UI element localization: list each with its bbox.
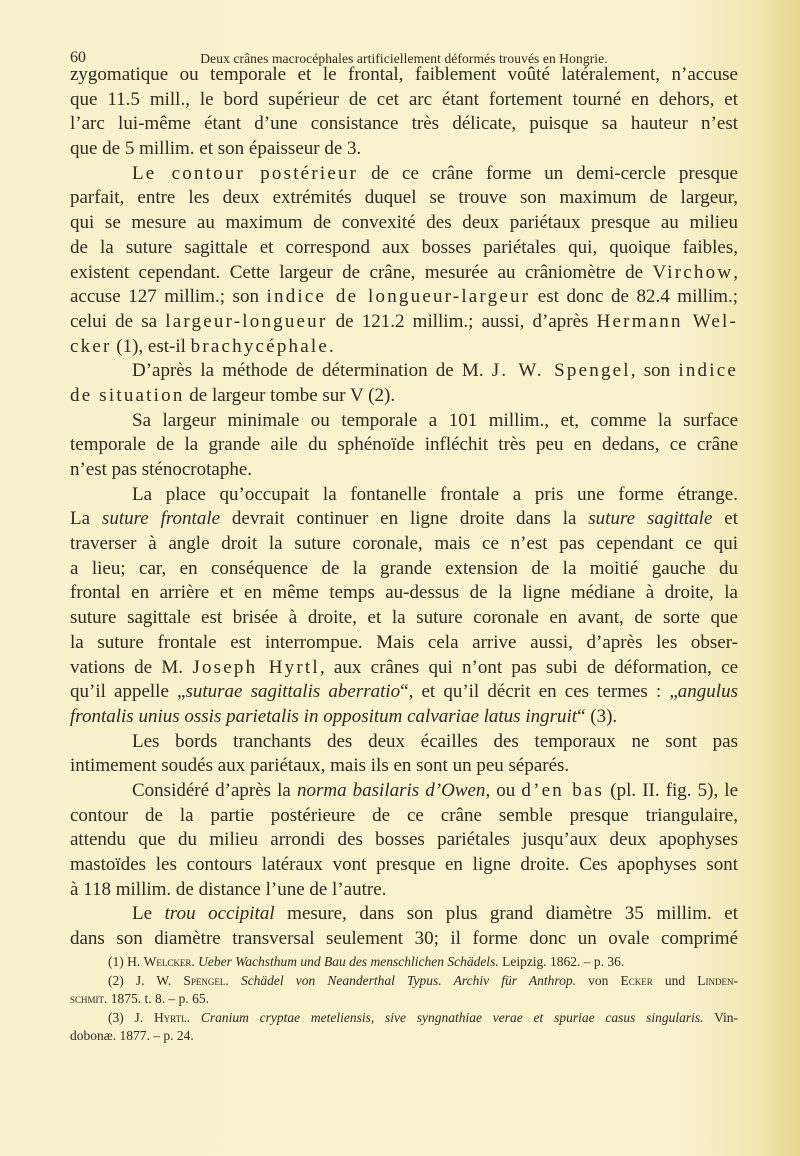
body-text	[70, 63, 738, 952]
small-caps-text: Spengel	[183, 972, 226, 988]
text-run: vations de M.	[70, 656, 193, 678]
body-paragraph	[70, 779, 738, 902]
body-paragraph	[70, 63, 738, 162]
text-run: frontal en arrière et en même temps au-dessus de la ligne médiane à droite, la	[70, 582, 738, 604]
body-line	[70, 433, 738, 458]
text-run: La place qu’occupait la fontanelle frontale a pris une forme étrange.	[132, 483, 738, 505]
spaced-text: Virchow	[652, 261, 734, 283]
body-line	[70, 927, 738, 952]
body-line	[70, 211, 738, 236]
text-run: l’arc lui-même étant d’une consistance très délicate, puisque sa hauteur n’est	[70, 113, 738, 135]
body-line	[70, 137, 738, 162]
footnote-line	[70, 1009, 738, 1028]
text-run: mastoïdes les contours latéraux vont presque en ligne droite. Ces apophyses sont	[70, 854, 738, 875]
text-run: la suture frontale est interrompue. Mais cela arrive aussi, d’après les obser-	[70, 631, 738, 653]
text-run: mesure, dans son plus grand diamètre 35 millim. et	[274, 903, 739, 925]
body-line	[70, 680, 738, 705]
footnote-line	[70, 972, 738, 991]
text-run: traverser à angle droit la suture coronale, mais ce n’est pas cependant ce qui	[70, 533, 738, 555]
spaced-text: cker	[70, 335, 112, 357]
footnote-line	[70, 1027, 738, 1046]
body-line	[70, 384, 738, 409]
body-line	[70, 162, 738, 187]
text-run: de la suture sagittale et correspond aux bosses pariétales qui, quoique faibles,	[70, 236, 738, 258]
text-run: (1) H.	[108, 954, 144, 969]
italic-text: suture frontale	[101, 508, 221, 530]
body-line	[70, 656, 738, 681]
body-line	[70, 853, 738, 878]
body-line	[70, 557, 738, 582]
text-run: de ce crâne forme un demi-cercle presque	[358, 162, 738, 184]
body-line	[70, 236, 738, 261]
footnote-paragraph	[70, 953, 738, 972]
spaced-text: largeur-longueur	[165, 310, 328, 332]
text-run: , aux crânes qui n’ont pas subi de déformation, ce	[319, 656, 738, 678]
page-number: 60	[70, 49, 86, 66]
text-run: n’est pas sténocrotaphe.	[70, 459, 253, 480]
body-line	[70, 581, 738, 606]
italic-text: Ueber Wachsthum und Bau des menschlichen Schädels.	[198, 954, 499, 969]
text-run: , son	[630, 360, 679, 382]
text-run: qu’il appelle „	[70, 681, 186, 703]
italic-text: norma basilaris d’Owen	[296, 779, 486, 801]
body-line	[70, 88, 738, 113]
body-line	[70, 63, 738, 88]
text-run: , ou	[485, 779, 522, 801]
body-line	[70, 409, 738, 434]
text-run: est donc de 82.4 millim.;	[530, 286, 738, 308]
italic-text: Schädel von Neanderthal Typus. Archiv für Anthrop.	[240, 972, 576, 988]
text-run: de largeur tombe sur V (2).	[184, 384, 396, 406]
italic-text: trou occipital	[164, 903, 275, 925]
text-run: contour de la partie postérieure de ce crâne semble presque triangulaire,	[70, 804, 738, 826]
small-caps-text: Ecker	[620, 972, 653, 988]
text-run: (3) J.	[108, 1009, 154, 1025]
text-run: que 11.5 mill., le bord supérieur de cet arc étant fortement tourné en dehors, et	[70, 88, 738, 110]
body-line	[70, 705, 738, 730]
text-run: et	[712, 508, 738, 530]
text-run: Les bords tranchants des deux écailles des temporaux ne sont pas	[132, 730, 738, 752]
text-run: temporale de la grande aile du sphénoïde infléchit très peu en dedans, ce crâne	[70, 434, 738, 456]
body-paragraph	[70, 359, 738, 408]
text-run: (2) J. W.	[108, 972, 184, 988]
text-run: La	[70, 508, 102, 530]
body-line	[70, 828, 738, 853]
body-paragraph	[70, 162, 738, 360]
spaced-text: brachycéphale	[190, 335, 329, 357]
italic-text: suture sagittale	[588, 508, 713, 530]
footnote-paragraph	[70, 972, 738, 1009]
body-line	[70, 285, 738, 310]
small-caps-text: schmit	[70, 991, 105, 1007]
text-run: .	[191, 954, 199, 969]
text-run: .	[225, 972, 241, 988]
text-run: Considéré d’après la	[132, 779, 297, 801]
footnote-line	[70, 953, 738, 972]
text-run: qui se mesure au maximum de convexité des deux pariétaux presque au milieu	[70, 212, 738, 234]
italic-text: angulus	[677, 681, 738, 703]
italic-text: suturae sagittalis aberratio	[185, 681, 401, 703]
text-run: und	[652, 972, 698, 988]
spaced-text: de situation	[70, 384, 185, 406]
text-run: accuse 127 millim.; son	[70, 286, 267, 308]
body-line	[70, 261, 738, 286]
body-line	[70, 310, 738, 335]
body-paragraph	[70, 483, 738, 730]
spaced-text: Hermann Wel-	[596, 310, 738, 332]
body-line	[70, 779, 738, 804]
text-run: Sa largeur minimale ou temporale a 101 millim., et, comme la surface	[132, 409, 738, 431]
spaced-text: Le contour postérieur	[132, 162, 359, 184]
text-run: D’après la méthode de détermination de M.	[132, 360, 492, 382]
text-run: .	[328, 335, 334, 357]
body-line	[70, 730, 738, 755]
text-run: attendu que du milieu arrondi des bosses pariétales jusqu’aux deux apophyses	[70, 829, 738, 851]
running-title: Deux crânes macrocéphales artificiellement déformés trouvés en Hongrie.	[200, 51, 608, 66]
text-run: suture sagittale est brisée à droite, et la suture coronale en avant, de sorte que	[70, 607, 738, 629]
text-run: (pl. II. fig. 5), le	[604, 779, 739, 801]
body-line	[70, 507, 738, 532]
body-line	[70, 359, 738, 384]
body-line	[70, 631, 738, 656]
spaced-text: J. W. Spengel	[491, 360, 631, 382]
italic-text: Cranium cryptae metеliensis, sive syngnathiae verae et spuriae casus singularis.	[200, 1009, 704, 1025]
body-line	[70, 902, 738, 927]
text-run: existent cependant. Cette largeur de crâne, mesurée au crâniomètre de	[70, 261, 653, 283]
text-run: Le	[132, 903, 165, 925]
body-line	[70, 532, 738, 557]
text-run: dans son diamètre transversal seulement 30; il forme donc un ovale comprimé	[70, 928, 738, 950]
body-line	[70, 606, 738, 631]
text-run: celui de sa	[70, 310, 166, 332]
text-run: devrait continuer en ligne droite dans la	[220, 508, 589, 530]
text-run: (1), est-il	[111, 335, 191, 357]
body-line	[70, 483, 738, 508]
body-line	[70, 754, 738, 779]
text-run: “, et qu’il décrit en ces termes : „	[400, 681, 678, 703]
body-line	[70, 112, 738, 137]
footnotes	[70, 953, 738, 1046]
spaced-text: Joseph Hyrtl	[192, 656, 320, 678]
small-caps-text: Linden-	[697, 972, 738, 988]
text-run: intimement soudés aux pariétaux, mais ils en sont un peu séparés.	[70, 755, 570, 777]
body-line	[70, 458, 738, 483]
body-paragraph	[70, 409, 738, 483]
text-run: von	[575, 972, 621, 988]
small-caps-text: Hyrtl	[153, 1009, 187, 1025]
body-line	[70, 878, 738, 903]
small-caps-text: Welcker	[143, 954, 192, 969]
text-run: parfait, entre les deux extrémités duquel se trouve son maximum de largeur,	[70, 187, 738, 209]
spaced-text: indice	[678, 360, 738, 382]
text-run: a lieu; car, en conséquence de la grande extension de la moitié gauche du	[70, 557, 738, 579]
text-run: .	[186, 1009, 201, 1025]
text-run: Leipzig. 1862. – p. 36.	[498, 954, 625, 969]
text-run: que de 5 millim. et son épaisseur de 3.	[70, 138, 362, 160]
body-paragraph	[70, 730, 738, 779]
body-line	[70, 335, 738, 360]
footnote-paragraph	[70, 1009, 738, 1046]
body-line	[70, 804, 738, 829]
body-paragraph	[70, 902, 738, 951]
spaced-text: d’en bas	[521, 779, 605, 801]
text-run: de 121.2 millim.; aussi, d’après	[327, 310, 597, 332]
text-run: “ (3).	[577, 705, 618, 727]
footnote-line	[70, 990, 738, 1009]
text-run: ,	[733, 261, 738, 283]
text-run: Vin-	[703, 1009, 739, 1025]
text-run: dobonæ. 1877. – p. 24.	[70, 1028, 194, 1044]
italic-text: frontalis unius ossis parietalis in oppositum calvariae latus ingruit	[70, 705, 578, 727]
text-run: . 1875. t. 8. – p. 65.	[104, 991, 210, 1007]
text-run: à 118 millim. de distance l’une de l’autre.	[70, 878, 387, 900]
text-run: zygomatique ou temporale et le frontal, faiblement voûté latéralement, n’accuse	[70, 64, 738, 85]
spaced-text: indice de longueur-largeur	[266, 286, 531, 308]
body-line	[70, 186, 738, 211]
